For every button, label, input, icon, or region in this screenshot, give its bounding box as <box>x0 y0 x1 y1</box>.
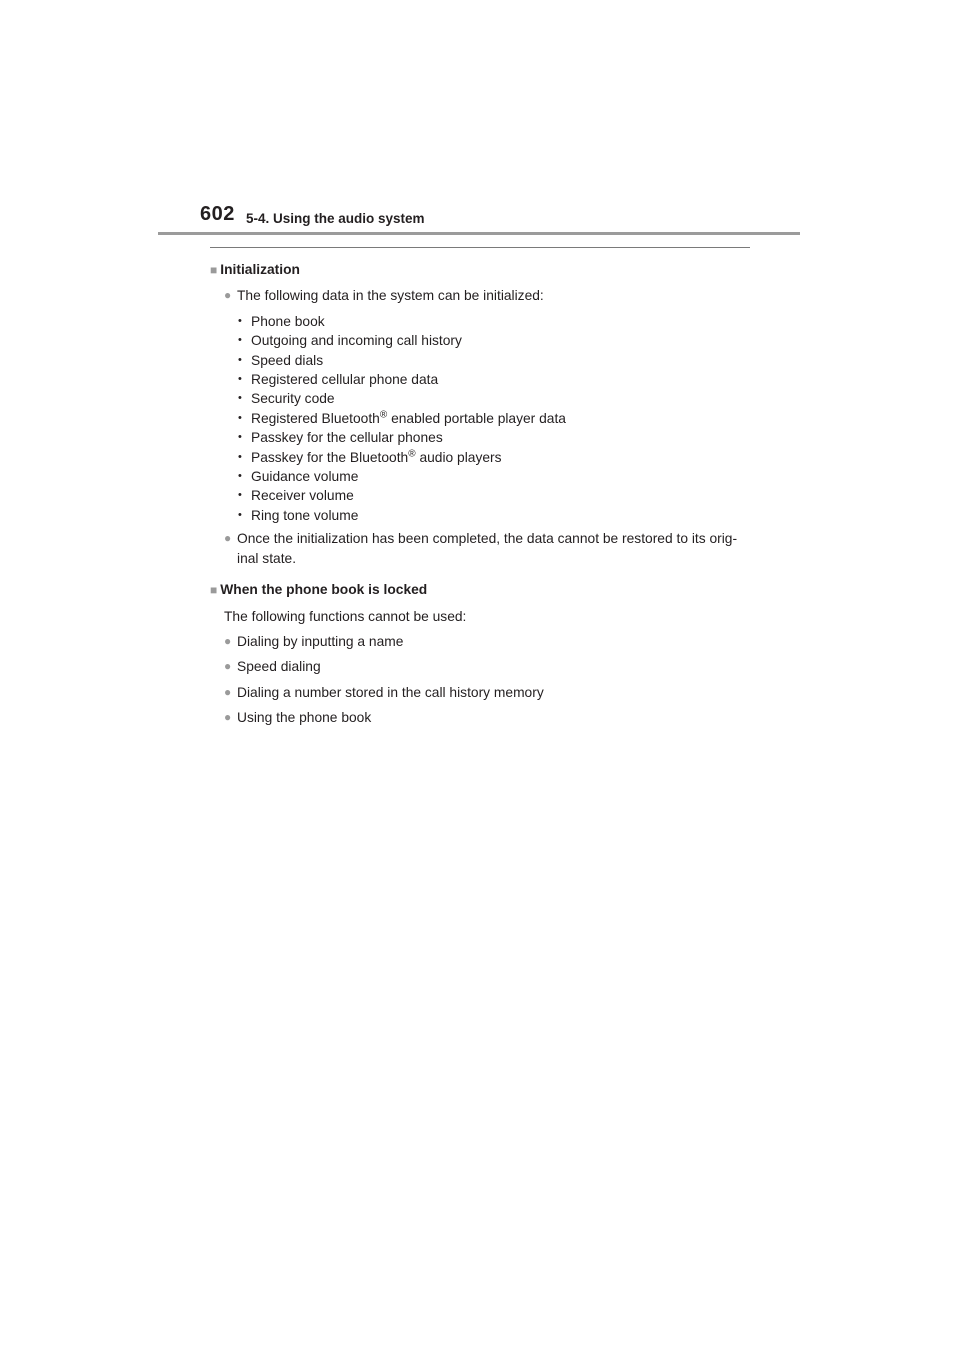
list-item: • Ring tone volume <box>251 506 755 525</box>
list-item: • Security code <box>251 389 755 408</box>
page-content <box>210 258 755 734</box>
locked-heading <box>210 580 755 600</box>
list-item: ● Using the phone book <box>210 708 755 727</box>
list-item: ● Dialing a number stored in the call history memory <box>210 683 755 702</box>
locked-intro: The following functions cannot be used: <box>224 608 467 624</box>
header-divider <box>158 232 800 235</box>
list-item: • Guidance volume <box>251 467 755 486</box>
initialization-data-list <box>210 312 755 525</box>
page-number: 602 <box>200 203 235 225</box>
round-bullet-icon: ● <box>224 531 232 546</box>
list-item: • Passkey for the cellular phones <box>251 428 755 447</box>
list-item: ● Speed dialing <box>210 657 755 676</box>
initialization-note-text: Once the initialization has been completed, the data cannot be restored to its orig- inal state. <box>237 531 738 566</box>
section-title: 5-4. Using the audio system <box>246 211 425 226</box>
square-bullet-icon: ■ <box>210 263 218 277</box>
list-item: • Registered cellular phone data <box>251 370 755 389</box>
round-bullet-icon: ● <box>224 288 232 303</box>
round-bullet-icon: ● <box>224 633 232 648</box>
round-bullet-icon: ● <box>224 710 232 725</box>
locked-heading-text: When the phone book is locked <box>220 582 428 598</box>
round-bullet-icon: ● <box>224 684 232 699</box>
list-item: • Outgoing and incoming call history <box>251 331 755 350</box>
initialization-intro <box>210 286 755 305</box>
registered-mark: ® <box>379 409 388 421</box>
list-item: • Receiver volume <box>251 486 755 505</box>
initialization-heading-text: Initialization <box>220 262 300 277</box>
list-item: • Passkey for the Bluetooth® audio players <box>251 448 755 467</box>
list-item: • Speed dials <box>251 351 755 370</box>
registered-mark: ® <box>408 448 416 460</box>
square-bullet-icon: ■ <box>210 583 218 598</box>
content-divider <box>210 247 750 248</box>
initialization-heading <box>210 260 755 280</box>
initialization-note <box>210 529 755 568</box>
initialization-intro-text: The following data in the system can be initialized: <box>237 288 544 304</box>
list-item: • Phone book <box>251 312 755 331</box>
list-item: ● Dialing by inputting a name <box>210 632 755 651</box>
round-bullet-icon: ● <box>224 659 232 674</box>
list-item: • Registered Bluetooth® enabled portable player data <box>251 409 755 428</box>
